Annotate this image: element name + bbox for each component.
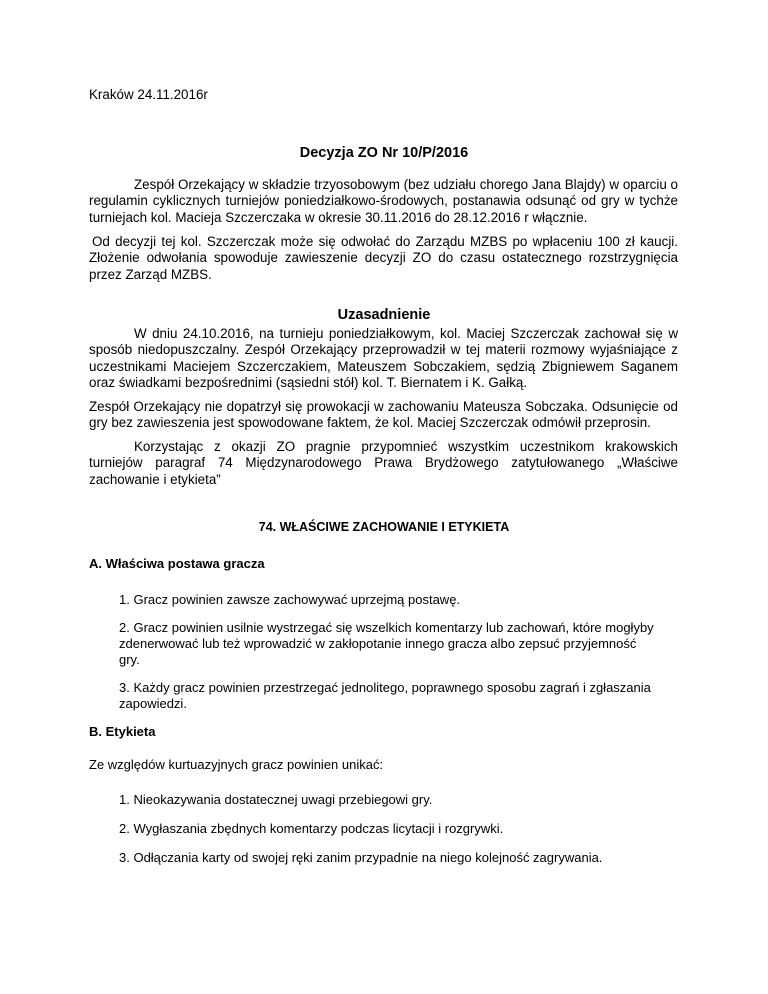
section-a-item: 1. Gracz powinien zawsze zachowywać uprzejmą postawę. [119,592,461,607]
decision-paragraph-2: Od decyzji tej kol. Szczerczak może się odwołać do Zarządu MZBS po wpłaceniu 100 zł kaucji. Złożenie odwołania spowoduje zawieszenie decyzji ZO do czasu ostatecznego rozstrzygnięcia przez Zarząd MZBS. [89,234,678,282]
section-b-heading: B. Etykieta [89,724,156,739]
section-b-item: 2. Wygłaszania zbędnych komentarzy podczas licytacji i rozgrywki. [119,821,504,836]
justification-heading: Uzasadnienie [337,307,431,323]
section-a-item: 2. Gracz powinien usilnie wystrzegać się wszelkich komentarzy lub zachowań, które mogłyby zdenerwować lub też wprowadzić w zakłopotanie innego gracza albo zepsuć przyjemność gry. [119,620,654,668]
section-b-item: 1. Nieokazywania dostatecznej uwagi przebiegowi gry. [119,792,433,807]
date-line: Kraków 24.11.2016r [89,87,208,102]
section-b-item: 3. Odłączania karty od swojej ręki zanim przypadnie na niego kolejność zagrywania. [119,850,603,865]
section-b-intro: Ze względów kurtuazyjnych gracz powinien unikać: [89,757,384,772]
justification-paragraph-1: W dniu 24.10.2016, na turnieju poniedziałkowym, kol. Maciej Szczerczak zachował się w sposób niedopuszczalny. Zespół Orzekający przeprowadził w tej materii rozmowy wyjaśniające z uczestnikami Maciejem Szczerczakiem, Mateuszem Sobczakiem, sędzią Zbigniewem Saganem oraz świadkami bezpośrednimi (sąsiedni stół) kol. T. Biernatem i K. Gałką. [89,326,678,391]
article-title: 74. WŁAŚCIWE ZACHOWANIE I ETYKIETA [258,520,510,534]
justification-paragraph-3: Korzystając z okazji ZO pragnie przypomnieć wszystkim uczestnikom krakowskich turniejów paragraf 74 Międzynarodowego Prawa Brydżowego zatytułowanego „Właściwe zachowanie i etykieta” [89,439,678,487]
section-a-item: 3. Każdy gracz powinien przestrzegać jednolitego, poprawnego sposobu zagrań i zgłaszania zapowiedzi. [119,680,651,712]
decision-title: Decyzja ZO Nr 10/P/2016 [299,145,469,161]
section-a-heading: A. Właściwa postawa gracza [89,556,265,571]
justification-paragraph-2: Zespół Orzekający nie dopatrzył się prowokacji w zachowaniu Mateusza Sobczaka. Odsunięcie od gry bez zawieszenia jest spowodowane faktem, że kol. Maciej Szczerczak odmówił przeprosin. [89,399,678,431]
decision-paragraph-1: Zespół Orzekający w składzie trzyosobowym (bez udziału chorego Jana Blajdy) w oparciu o regulamin cyklicznych turniejów poniedziałkowo-środowych, postanawia odsunąć od gry w tychże turniejach kol. Macieja Szczerczaka w okresie 30.11.2016 do 28.12.2016 r włącznie. [89,177,678,225]
